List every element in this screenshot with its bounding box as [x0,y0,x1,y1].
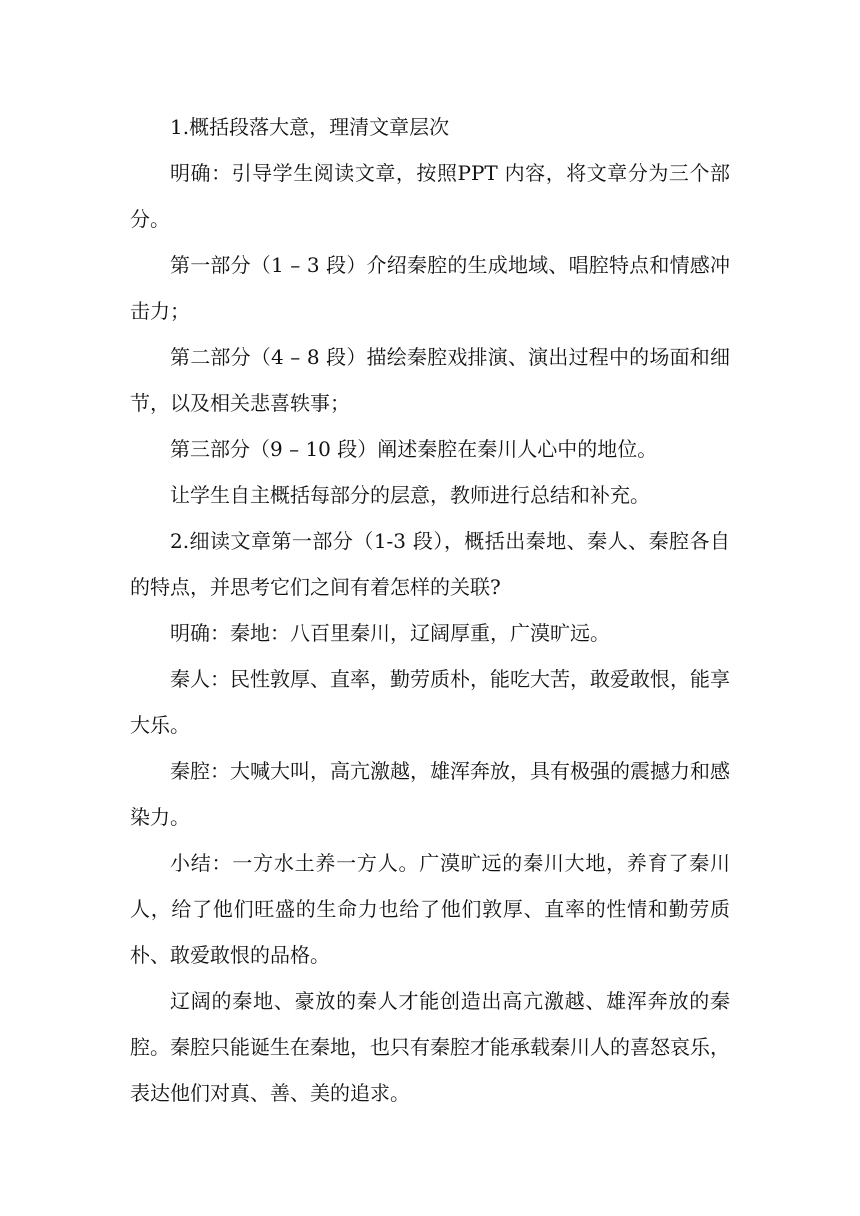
paragraph-qin-opera: 秦腔：大喊大叫，高亢激越，雄浑奔放，具有极强的震撼力和感染力。 [130,759,730,829]
heading-summarize-structure: 1.概括段落大意，理清文章层次 [170,115,450,139]
paragraph-qin-land: 明确：秦地：八百里秦川，辽阔厚重，广漠旷远。 [170,621,610,645]
paragraph-student-summary: 让学生自主概括每部分的层意，教师进行总结和补充。 [170,483,650,507]
paragraph-conclusion: 辽阔的秦地、豪放的秦人才能创造出高亢激越、雄浑奔放的秦腔。秦腔只能诞生在秦地，也只有秦腔才能承载秦川人的喜怒哀乐，表达他们对真、善、美的追求。 [130,989,730,1105]
paragraph-part-three: 第三部分（9 – 10 段）阐述秦腔在秦川人心中的地位。 [170,437,658,461]
paragraph-qin-people: 秦人：民性敦厚、直率，勤劳质朴，能吃大苦，敢爱敢恨，能享大乐。 [130,667,730,737]
paragraph-summary: 小结：一方水土养一方人。广漠旷远的秦川大地，养育了秦川人，给了他们旺盛的生命力也给了他们敦厚、直率的性情和勤劳质朴、敢爱敢恨的品格。 [130,851,730,967]
paragraph-part-one: 第一部分（1 – 3 段）介绍秦腔的生成地域、唱腔特点和情感冲击力； [130,253,730,323]
document-page [130,104,730,1116]
heading-close-reading: 2.细读文章第一部分（1-3 段），概括出秦地、秦人、秦腔各自的特点，并思考它们之间有着怎样的关联? [130,529,730,599]
paragraph-part-two: 第二部分（4 – 8 段）描绘秦腔戏排演、演出过程中的场面和细节，以及相关悲喜轶事； [130,345,730,415]
paragraph-clarify-division: 明确：引导学生阅读文章，按照PPT 内容，将文章分为三个部分。 [130,161,730,231]
